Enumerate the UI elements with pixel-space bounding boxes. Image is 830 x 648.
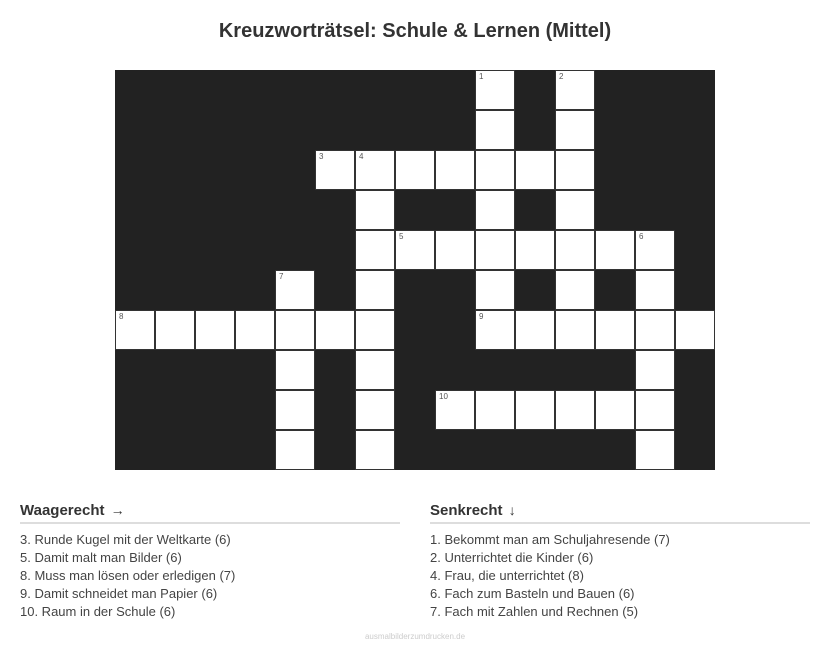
puzzle-title: Kreuzworträtsel: Schule & Lernen (Mittel) (218, 20, 612, 42)
clue-down-item: 4. Frau, die unterrichtet (8) (430, 568, 584, 583)
crossword-cell[interactable] (235, 310, 275, 350)
crossword-cell[interactable] (515, 150, 555, 190)
crossword-cell[interactable] (355, 230, 395, 270)
crossword-cell[interactable] (555, 230, 595, 270)
crossword-cell[interactable] (275, 350, 315, 390)
crossword-cell[interactable] (635, 390, 675, 430)
crossword-cell[interactable] (595, 310, 635, 350)
crossword-cell[interactable] (275, 310, 315, 350)
clue-across-item: 9. Damit schneidet man Papier (6) (20, 586, 218, 601)
crossword-cell[interactable] (355, 310, 395, 350)
clues-across-heading (20, 501, 400, 524)
crossword-cell[interactable] (475, 390, 515, 430)
clue-number: 5 (399, 232, 404, 241)
crossword-cell[interactable] (475, 190, 515, 230)
crossword-cell[interactable] (475, 310, 515, 350)
crossword-cell[interactable] (555, 110, 595, 150)
clue-number: 4 (359, 152, 364, 161)
crossword-cell[interactable] (475, 230, 515, 270)
crossword-cell[interactable] (675, 310, 715, 350)
crossword-cell[interactable] (435, 390, 475, 430)
clues-down-list (430, 531, 810, 621)
crossword-cell[interactable] (275, 390, 315, 430)
crossword-cell[interactable] (515, 310, 555, 350)
clue-number: 7 (279, 272, 284, 281)
clue-down-item: 1. Bekommt man am Schuljahresende (7) (430, 532, 670, 547)
right-arrow-icon: → (110, 502, 125, 518)
crossword-cell[interactable] (195, 310, 235, 350)
crossword-cell[interactable] (595, 230, 635, 270)
crossword-cell[interactable] (315, 150, 355, 190)
crossword-cell[interactable] (555, 70, 595, 110)
crossword-cell[interactable] (355, 190, 395, 230)
across-heading-text: Waagerecht (20, 502, 105, 519)
crossword-cell[interactable] (275, 270, 315, 310)
crossword-cell[interactable] (635, 350, 675, 390)
crossword-cell[interactable] (635, 310, 675, 350)
clue-across-item: 3. Runde Kugel mit der Weltkarte (6) (20, 532, 231, 547)
crossword-cell[interactable] (275, 430, 315, 470)
clue-number: 6 (639, 232, 644, 241)
crossword-cell[interactable] (435, 230, 475, 270)
clue-number: 2 (559, 72, 564, 81)
clue-down-item: 6. Fach zum Basteln und Bauen (6) (430, 586, 635, 601)
clue-across-item: 8. Muss man lösen oder erledigen (7) (20, 568, 236, 583)
crossword-cell[interactable] (555, 270, 595, 310)
crossword-cell[interactable] (555, 190, 595, 230)
footer-watermark: ausmalbilderzumdrucken.de (364, 632, 466, 641)
clue-down-item: 7. Fach mit Zahlen und Rechnen (5) (430, 604, 639, 619)
clue-number: 8 (119, 312, 124, 321)
crossword-cell[interactable] (555, 150, 595, 190)
crossword-cell[interactable] (395, 230, 435, 270)
crossword-cell[interactable] (635, 230, 675, 270)
clues-down-section (430, 501, 810, 621)
crossword-cell[interactable] (355, 430, 395, 470)
crossword-cell[interactable] (555, 390, 595, 430)
crossword-cell[interactable] (355, 270, 395, 310)
crossword-grid (115, 70, 715, 470)
crossword-cell[interactable] (355, 390, 395, 430)
down-arrow-icon: ↓ (508, 502, 516, 518)
crossword-cell[interactable] (435, 150, 475, 190)
crossword-cell[interactable] (555, 310, 595, 350)
clues-across-list (20, 531, 400, 621)
crossword-cell[interactable] (315, 310, 355, 350)
crossword-cell[interactable] (395, 150, 435, 190)
clue-number: 1 (479, 72, 484, 81)
crossword-cell[interactable] (155, 310, 195, 350)
clue-across-item: 10. Raum in der Schule (6) (20, 604, 176, 619)
clue-number: 10 (439, 392, 448, 401)
crossword-cell[interactable] (355, 150, 395, 190)
crossword-cell[interactable] (355, 350, 395, 390)
crossword-cell[interactable] (475, 110, 515, 150)
clue-number: 3 (319, 152, 324, 161)
crossword-cell[interactable] (475, 150, 515, 190)
crossword-cell[interactable] (515, 230, 555, 270)
clue-number: 9 (479, 312, 484, 321)
crossword-cell[interactable] (475, 70, 515, 110)
clues-down-heading (430, 501, 810, 524)
clue-across-item: 5. Damit malt man Bilder (6) (20, 550, 182, 565)
crossword-cell[interactable] (635, 270, 675, 310)
crossword-cell[interactable] (515, 390, 555, 430)
crossword-cell[interactable] (595, 390, 635, 430)
clues-across-section (20, 501, 400, 621)
crossword-cell[interactable] (115, 310, 155, 350)
crossword-cell[interactable] (475, 270, 515, 310)
clue-down-item: 2. Unterrichtet die Kinder (6) (430, 550, 594, 565)
down-heading-text: Senkrecht (430, 502, 503, 519)
crossword-cell[interactable] (635, 430, 675, 470)
